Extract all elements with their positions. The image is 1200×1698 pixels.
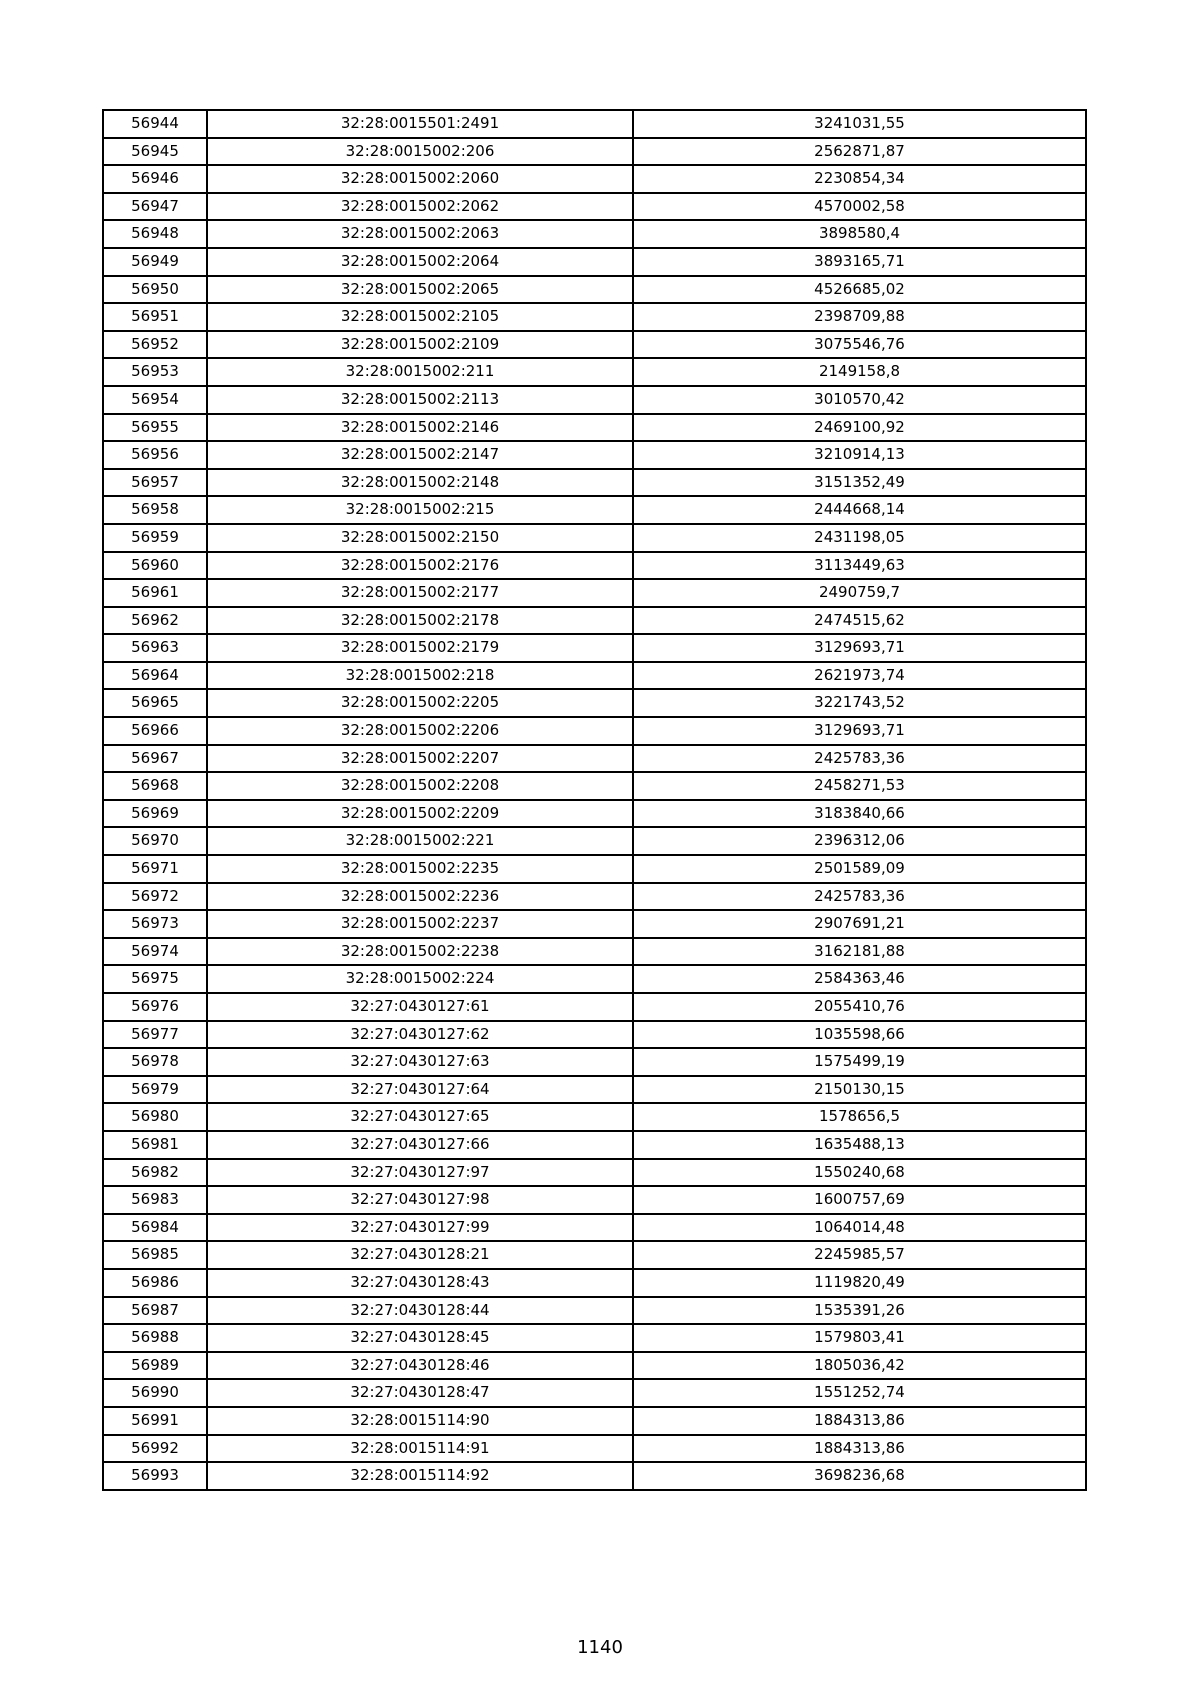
- cadastral-number-cell: 32:28:0015002:2148: [207, 469, 633, 497]
- value-cell: 2444668,14: [633, 496, 1086, 524]
- cadastral-number-cell: 32:27:0430127:61: [207, 993, 633, 1021]
- row-number-cell: 56990: [103, 1379, 207, 1407]
- cadastral-number-cell: 32:27:0430128:45: [207, 1324, 633, 1352]
- cadastral-number-cell: 32:27:0430127:98: [207, 1186, 633, 1214]
- table-row: [103, 1297, 1086, 1325]
- table-row: [103, 1131, 1086, 1159]
- cadastral-number-cell: 32:28:0015002:2208: [207, 772, 633, 800]
- value-cell: 4526685,02: [633, 276, 1086, 304]
- value-cell: 1035598,66: [633, 1021, 1086, 1049]
- cadastral-number-cell: 32:28:0015002:2113: [207, 386, 633, 414]
- table-row: [103, 1352, 1086, 1380]
- row-number-cell: 56968: [103, 772, 207, 800]
- value-cell: 1535391,26: [633, 1297, 1086, 1325]
- row-number-cell: 56970: [103, 827, 207, 855]
- cadastral-number-cell: 32:27:0430127:66: [207, 1131, 633, 1159]
- table-row: [103, 441, 1086, 469]
- table-row: [103, 607, 1086, 635]
- row-number-cell: 56971: [103, 855, 207, 883]
- table-row: [103, 1076, 1086, 1104]
- value-cell: 1575499,19: [633, 1048, 1086, 1076]
- value-cell: 1064014,48: [633, 1214, 1086, 1242]
- cadastral-number-cell: 32:28:0015002:2207: [207, 745, 633, 773]
- value-cell: 3210914,13: [633, 441, 1086, 469]
- row-number-cell: 56976: [103, 993, 207, 1021]
- row-number-cell: 56946: [103, 165, 207, 193]
- cadastral-number-cell: 32:28:0015002:2064: [207, 248, 633, 276]
- value-cell: 1884313,86: [633, 1407, 1086, 1435]
- value-cell: 3893165,71: [633, 248, 1086, 276]
- row-number-cell: 56979: [103, 1076, 207, 1104]
- table-row: [103, 717, 1086, 745]
- cadastral-number-cell: 32:27:0430128:44: [207, 1297, 633, 1325]
- row-number-cell: 56953: [103, 358, 207, 386]
- value-cell: 2584363,46: [633, 965, 1086, 993]
- table-row: [103, 938, 1086, 966]
- value-cell: 3698236,68: [633, 1462, 1086, 1490]
- value-cell: 2425783,36: [633, 883, 1086, 911]
- table-row: [103, 965, 1086, 993]
- cadastral-number-cell: 32:28:0015002:206: [207, 138, 633, 166]
- value-cell: 2398709,88: [633, 303, 1086, 331]
- table-row: [103, 1379, 1086, 1407]
- cadastral-number-cell: 32:28:0015114:90: [207, 1407, 633, 1435]
- row-number-cell: 56981: [103, 1131, 207, 1159]
- cadastral-number-cell: 32:28:0015002:2109: [207, 331, 633, 359]
- table-row: [103, 386, 1086, 414]
- value-cell: 2150130,15: [633, 1076, 1086, 1104]
- value-cell: 3183840,66: [633, 800, 1086, 828]
- cadastral-number-cell: 32:28:0015114:92: [207, 1462, 633, 1490]
- row-number-cell: 56967: [103, 745, 207, 773]
- table-row: [103, 1241, 1086, 1269]
- row-number-cell: 56974: [103, 938, 207, 966]
- row-number-cell: 56985: [103, 1241, 207, 1269]
- table-row: [103, 303, 1086, 331]
- value-cell: 1551252,74: [633, 1379, 1086, 1407]
- table-row: [103, 193, 1086, 221]
- table-row: [103, 634, 1086, 662]
- cadastral-number-cell: 32:27:0430128:46: [207, 1352, 633, 1380]
- row-number-cell: 56961: [103, 579, 207, 607]
- table-row: [103, 579, 1086, 607]
- cadastral-number-cell: 32:28:0015002:2060: [207, 165, 633, 193]
- cadastral-number-cell: 32:28:0015002:2237: [207, 910, 633, 938]
- value-cell: 2245985,57: [633, 1241, 1086, 1269]
- value-cell: 2230854,34: [633, 165, 1086, 193]
- row-number-cell: 56963: [103, 634, 207, 662]
- row-number-cell: 56972: [103, 883, 207, 911]
- table-body: [103, 110, 1086, 1490]
- row-number-cell: 56987: [103, 1297, 207, 1325]
- row-number-cell: 56993: [103, 1462, 207, 1490]
- table-row: [103, 110, 1086, 138]
- value-cell: 3898580,4: [633, 220, 1086, 248]
- value-cell: 1578656,5: [633, 1103, 1086, 1131]
- row-number-cell: 56958: [103, 496, 207, 524]
- cadastral-number-cell: 32:27:0430127:99: [207, 1214, 633, 1242]
- table-row: [103, 910, 1086, 938]
- row-number-cell: 56964: [103, 662, 207, 690]
- value-cell: 2431198,05: [633, 524, 1086, 552]
- table-row: [103, 1214, 1086, 1242]
- table-row: [103, 1159, 1086, 1187]
- value-cell: 2501589,09: [633, 855, 1086, 883]
- cadastral-number-cell: 32:28:0015002:2178: [207, 607, 633, 635]
- value-cell: 3221743,52: [633, 689, 1086, 717]
- value-cell: 1119820,49: [633, 1269, 1086, 1297]
- row-number-cell: 56984: [103, 1214, 207, 1242]
- table-row: [103, 662, 1086, 690]
- row-number-cell: 56965: [103, 689, 207, 717]
- row-number-cell: 56947: [103, 193, 207, 221]
- row-number-cell: 56960: [103, 552, 207, 580]
- value-cell: 1805036,42: [633, 1352, 1086, 1380]
- row-number-cell: 56957: [103, 469, 207, 497]
- table-row: [103, 552, 1086, 580]
- value-cell: 1579803,41: [633, 1324, 1086, 1352]
- table-row: [103, 138, 1086, 166]
- data-table: [102, 109, 1087, 1491]
- value-cell: 3113449,63: [633, 552, 1086, 580]
- value-cell: 1635488,13: [633, 1131, 1086, 1159]
- table-row: [103, 331, 1086, 359]
- table-row: [103, 800, 1086, 828]
- table-row: [103, 276, 1086, 304]
- cadastral-number-cell: 32:28:0015501:2491: [207, 110, 633, 138]
- row-number-cell: 56951: [103, 303, 207, 331]
- cadastral-number-cell: 32:28:0015002:218: [207, 662, 633, 690]
- cadastral-number-cell: 32:28:0015002:221: [207, 827, 633, 855]
- row-number-cell: 56959: [103, 524, 207, 552]
- value-cell: 2490759,7: [633, 579, 1086, 607]
- table-row: [103, 855, 1086, 883]
- row-number-cell: 56956: [103, 441, 207, 469]
- value-cell: 2474515,62: [633, 607, 1086, 635]
- row-number-cell: 56978: [103, 1048, 207, 1076]
- table-row: [103, 165, 1086, 193]
- cadastral-number-cell: 32:28:0015114:91: [207, 1435, 633, 1463]
- cadastral-number-cell: 32:28:0015002:2065: [207, 276, 633, 304]
- table-row: [103, 827, 1086, 855]
- table-row: [103, 993, 1086, 1021]
- row-number-cell: 56962: [103, 607, 207, 635]
- row-number-cell: 56977: [103, 1021, 207, 1049]
- table-row: [103, 1103, 1086, 1131]
- row-number-cell: 56948: [103, 220, 207, 248]
- row-number-cell: 56973: [103, 910, 207, 938]
- row-number-cell: 56969: [103, 800, 207, 828]
- row-number-cell: 56944: [103, 110, 207, 138]
- value-cell: 2425783,36: [633, 745, 1086, 773]
- row-number-cell: 56952: [103, 331, 207, 359]
- table-row: [103, 1269, 1086, 1297]
- cadastral-number-cell: 32:28:0015002:211: [207, 358, 633, 386]
- row-number-cell: 56975: [103, 965, 207, 993]
- value-cell: 2149158,8: [633, 358, 1086, 386]
- value-cell: 2396312,06: [633, 827, 1086, 855]
- cadastral-number-cell: 32:28:0015002:2146: [207, 414, 633, 442]
- cadastral-number-cell: 32:27:0430128:21: [207, 1241, 633, 1269]
- value-cell: 3010570,42: [633, 386, 1086, 414]
- table-row: [103, 1462, 1086, 1490]
- table-row: [103, 414, 1086, 442]
- table-row: [103, 1324, 1086, 1352]
- value-cell: 2907691,21: [633, 910, 1086, 938]
- table-row: [103, 1407, 1086, 1435]
- page-number: 1140: [577, 1637, 623, 1658]
- value-cell: 4570002,58: [633, 193, 1086, 221]
- value-cell: 3129693,71: [633, 634, 1086, 662]
- value-cell: 1600757,69: [633, 1186, 1086, 1214]
- row-number-cell: 56966: [103, 717, 207, 745]
- table-row: [103, 248, 1086, 276]
- value-cell: 3151352,49: [633, 469, 1086, 497]
- cadastral-number-cell: 32:28:0015002:2150: [207, 524, 633, 552]
- value-cell: 1884313,86: [633, 1435, 1086, 1463]
- cadastral-number-cell: 32:28:0015002:2238: [207, 938, 633, 966]
- table-row: [103, 524, 1086, 552]
- cadastral-number-cell: 32:28:0015002:2062: [207, 193, 633, 221]
- value-cell: 2562871,87: [633, 138, 1086, 166]
- value-cell: 3241031,55: [633, 110, 1086, 138]
- value-cell: 2621973,74: [633, 662, 1086, 690]
- cadastral-number-cell: 32:28:0015002:215: [207, 496, 633, 524]
- table-row: [103, 1186, 1086, 1214]
- value-cell: 3075546,76: [633, 331, 1086, 359]
- cadastral-number-cell: 32:28:0015002:2176: [207, 552, 633, 580]
- cadastral-number-cell: 32:27:0430127:64: [207, 1076, 633, 1104]
- table-row: [103, 469, 1086, 497]
- table-row: [103, 496, 1086, 524]
- table-row: [103, 1048, 1086, 1076]
- cadastral-number-cell: 32:28:0015002:2105: [207, 303, 633, 331]
- cadastral-number-cell: 32:28:0015002:2063: [207, 220, 633, 248]
- row-number-cell: 56982: [103, 1159, 207, 1187]
- cadastral-number-cell: 32:27:0430127:62: [207, 1021, 633, 1049]
- value-cell: 2458271,53: [633, 772, 1086, 800]
- cadastral-number-cell: 32:28:0015002:2236: [207, 883, 633, 911]
- cadastral-number-cell: 32:28:0015002:2209: [207, 800, 633, 828]
- row-number-cell: 56989: [103, 1352, 207, 1380]
- table-row: [103, 883, 1086, 911]
- row-number-cell: 56980: [103, 1103, 207, 1131]
- cadastral-number-cell: 32:28:0015002:2147: [207, 441, 633, 469]
- table-row: [103, 1021, 1086, 1049]
- row-number-cell: 56950: [103, 276, 207, 304]
- table-row: [103, 745, 1086, 773]
- cadastral-number-cell: 32:28:0015002:2205: [207, 689, 633, 717]
- row-number-cell: 56954: [103, 386, 207, 414]
- cadastral-number-cell: 32:27:0430127:97: [207, 1159, 633, 1187]
- value-cell: 2469100,92: [633, 414, 1086, 442]
- value-cell: 1550240,68: [633, 1159, 1086, 1187]
- row-number-cell: 56983: [103, 1186, 207, 1214]
- row-number-cell: 56945: [103, 138, 207, 166]
- row-number-cell: 56949: [103, 248, 207, 276]
- cadastral-number-cell: 32:28:0015002:224: [207, 965, 633, 993]
- table-row: [103, 1435, 1086, 1463]
- cadastral-number-cell: 32:28:0015002:2206: [207, 717, 633, 745]
- cadastral-number-cell: 32:27:0430127:63: [207, 1048, 633, 1076]
- row-number-cell: 56986: [103, 1269, 207, 1297]
- table-row: [103, 689, 1086, 717]
- value-cell: 3162181,88: [633, 938, 1086, 966]
- value-cell: 3129693,71: [633, 717, 1086, 745]
- cadastral-number-cell: 32:28:0015002:2235: [207, 855, 633, 883]
- table-row: [103, 358, 1086, 386]
- value-cell: 2055410,76: [633, 993, 1086, 1021]
- cadastral-number-cell: 32:27:0430127:65: [207, 1103, 633, 1131]
- row-number-cell: 56955: [103, 414, 207, 442]
- row-number-cell: 56991: [103, 1407, 207, 1435]
- cadastral-number-cell: 32:27:0430128:47: [207, 1379, 633, 1407]
- table-row: [103, 220, 1086, 248]
- cadastral-number-cell: 32:27:0430128:43: [207, 1269, 633, 1297]
- row-number-cell: 56992: [103, 1435, 207, 1463]
- cadastral-number-cell: 32:28:0015002:2179: [207, 634, 633, 662]
- table-row: [103, 772, 1086, 800]
- cadastral-number-cell: 32:28:0015002:2177: [207, 579, 633, 607]
- row-number-cell: 56988: [103, 1324, 207, 1352]
